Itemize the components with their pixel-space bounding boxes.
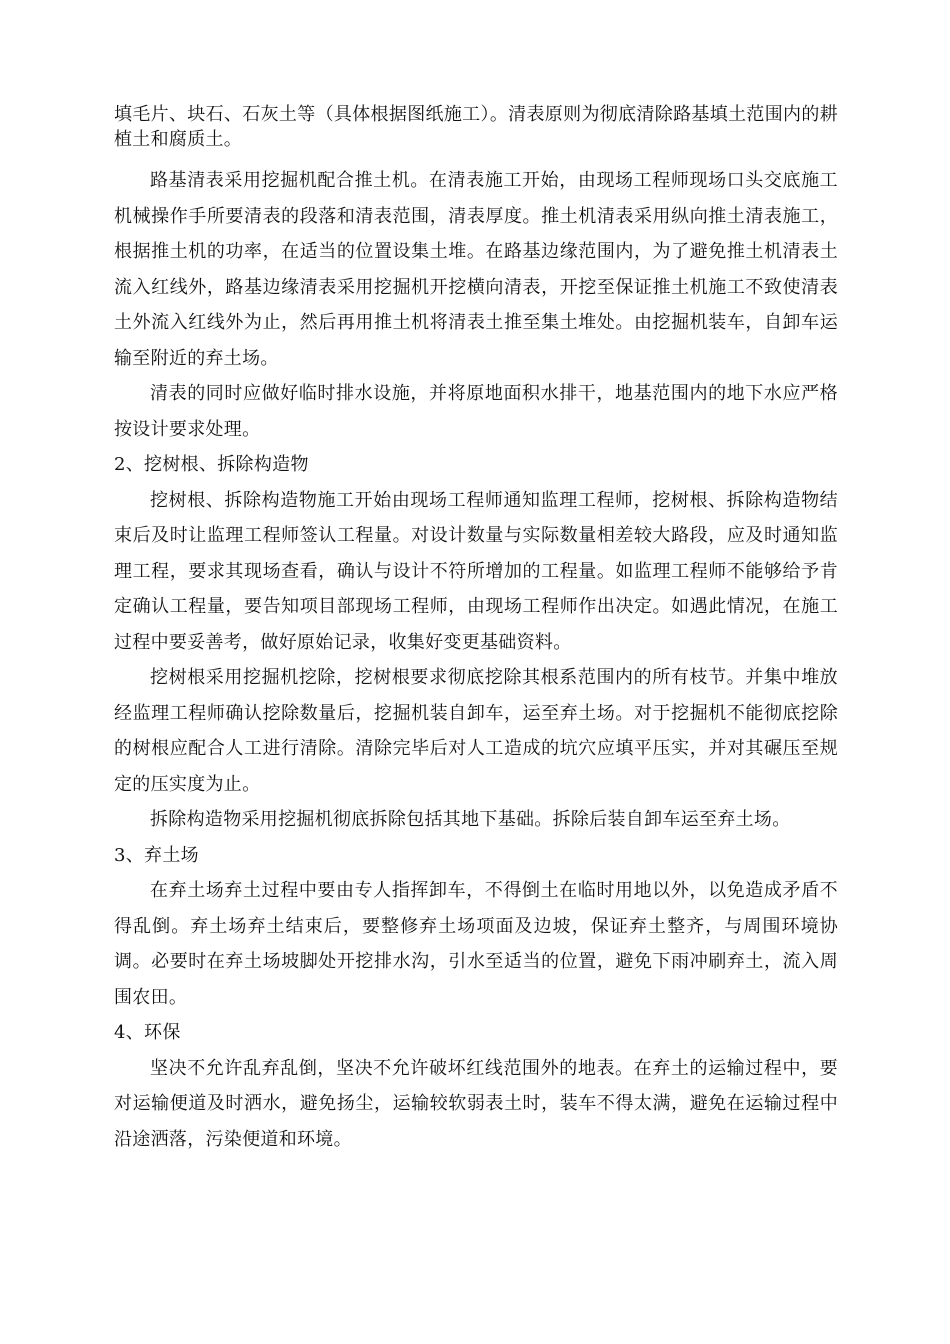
paragraph-continuation: 填毛片、块石、石灰土等（具体根据图纸施工）。清表原则为彻底清除路基填土范围内的耕植土和腐质土。 xyxy=(114,104,838,150)
paragraph-clearing-method: 路基清表采用挖掘机配合推土机。在清表施工开始，由现场工程师现场口头交底施工机械操作手所要清表的段落和清表范围，清表厚度。推土机清表采用纵向推土清表施工，根据推土机的功率，在适当的位置设集土堆。在路基边缘范围内，为了避免推土机清表土流入红线外，路基边缘清表采用挖掘机开挖横向清表，开挖至保证推土机施工不致使清表土外流入红线外为止，然后再用推土机将清表土推至集土堆处。由挖掘机装车，自卸车运输至附近的弃土场。 xyxy=(114,170,838,369)
paragraph-supervision: 挖树根、拆除构造物施工开始由现场工程师通知监理工程师，挖树根、拆除构造物结束后及时让监理工程师签认工程量。对设计数量与实际数量相差较大路段，应及时通知监理工程，要求其现场查看，确认与设计不符所增加的工程量。如监理工程师不能够给予肯定确认工程量，要告知项目部现场工程师，由现场工程师作出决定。如遇此情况，在施工过程中要妥善考，做好原始记录，收集好变更基础资料。 xyxy=(114,489,838,653)
paragraph-environment: 坚决不允许乱弃乱倒，坚决不允许破坏红线范围外的地表。在弃土的运输过程中，要对运输便道及时洒水，避免扬尘，运输较软弱表土时，装车不得太满，避免在运输过程中沿途洒落，污染便道和环境。 xyxy=(114,1057,838,1150)
paragraph-drainage: 清表的同时应做好临时排水设施，并将原地面积水排干，地基范围内的地下水应严格按设计要求处理。 xyxy=(114,383,838,440)
section-heading-environment: 4、环保 xyxy=(114,1022,181,1043)
paragraph-root-removal: 挖树根采用挖掘机挖除，挖树根要求彻底挖除其根系范围内的所有枝节。并集中堆放经监理工程师确认挖除数量后，挖掘机装自卸车，运至弃土场。对于挖掘机不能彻底挖除的树根应配合人工进行清除。清除完毕后对人工造成的坑穴应填平压实，并对其碾压至规定的压实度为止。 xyxy=(114,667,838,795)
paragraph-structure-demolition: 拆除构造物采用挖掘机彻底拆除包括其地下基础。拆除后装自卸车运至弃土场。 xyxy=(150,809,791,830)
document-body xyxy=(114,102,838,1157)
paragraph-spoil-site: 在弃土场弃土过程中要由专人指挥卸车，不得倒土在临时用地以外，以免造成矛盾不得乱倒。弃土场弃土结束后，要整修弃土场项面及边坡，保证弃土整齐，与周围环境协调。必要时在弃土场坡脚处开挖排水沟，引水至适当的位置，避免下雨冲刷弃土，流入周围农田。 xyxy=(114,880,838,1008)
section-heading-spoil-site: 3、弃土场 xyxy=(114,844,199,866)
section-heading-tree-roots: 2、挖树根、拆除构造物 xyxy=(114,454,309,475)
